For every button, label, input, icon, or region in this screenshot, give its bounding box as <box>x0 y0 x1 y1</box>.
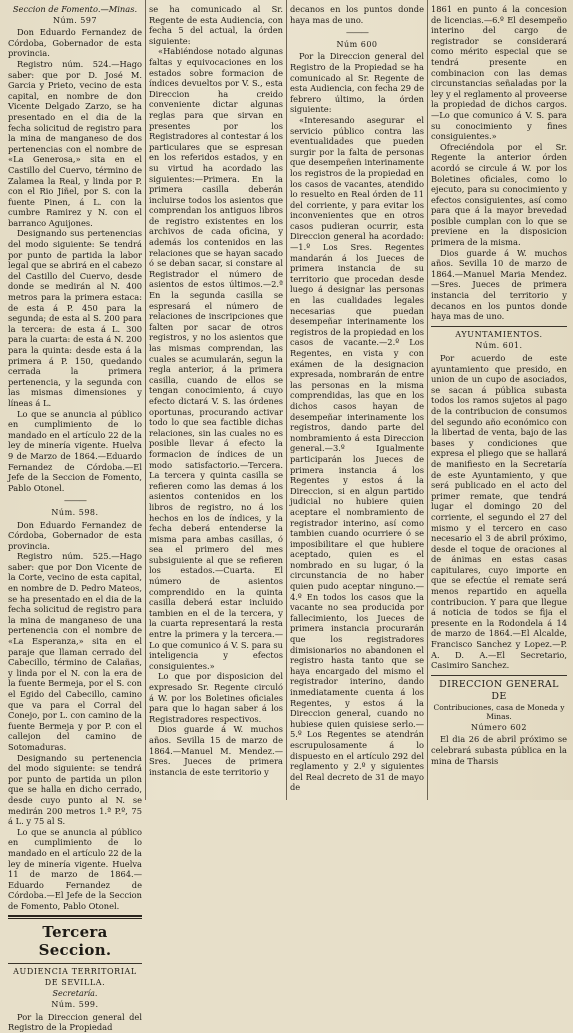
column-rule <box>286 0 287 800</box>
separator: ——— <box>346 27 368 38</box>
section-rule <box>8 963 142 964</box>
section-title: Tercera Seccion. <box>38 923 112 960</box>
notice-paragraph: «Interesando asegurar el servicio público contra las eventualidades que pueden surgir por la falta de personas que desempeñen interinamente los registros de la propiedad en los casos de vacantes, atendido lo resuelto en Real órden de 11 del corriente, y para evitar los inconvenientes que en otros casos pudieran ocurrir, esta Direccion general ha acordado: —1.º Los Sres. Regentes mandarán á los Jueces de primera instancia de su territorio que procedan desde luego á designar las personas en las cualidades legales necesarias que puedan desempeñar interinamente los registros de la propiedad en los casos de vacante.—2.º Los Regentes, en vista y con exámen de la designacion expresada, nombrarán de entre las personas en la misma comprendidas, las que en los dichos casos hayan de desempeñar interinamente los registros, dando parte del nombramiento á esta Direccion general.—3.º Igualmente participarán los Jueces de primera instancia á los Regentes y estos á la Direccion, si en algun partido judicial no hubiere quien aceptare el nombramiento de registrador interino, así como tambien cuando ocurriere ó se imposibilitare el que hubiere aceptado, quien es el nombrado en su lugar, ó la circunstancia de no haber quien pudo aceptar ninguno.—4.º En todos los casos que la vacante no sea producida por fallecimiento, los Jueces de primera instancia procurarán que los registradores dimisionarios no abandonen el registro hasta tanto que se haya encargado del mismo el registrador interino, dando inmediatamente cuenta á los Regentes, y estos á la Direccion general, cuando no hubiese quien quisiese serlo.—5.º Los Regentes se atendrán escrupulosamente á lo dispuesto en el artículo 292 del reglamento y 2.º y siguientes del Real decreto de 31 de mayo de <box>290 114 424 793</box>
notice-number: Número 602 <box>471 722 527 732</box>
column-3 <box>290 4 424 800</box>
section-rule <box>431 326 567 327</box>
notice-number: Núm. 599. <box>51 1000 99 1010</box>
column-rule <box>427 0 428 800</box>
direccion-header: DIRECCION GENERAL DE <box>439 678 559 702</box>
notice-paragraph: Ofreciéndola por el Sr. Regente la anterior órden acordó se circule á W. por los Boletines oficiales, como lo ejecuto, para su conocimiento y efectos consiguientes, así como para que á la mayor brevedad posible cumplan con lo que se previene en la disposicion primera de la misma. <box>431 141 567 248</box>
column-2 <box>149 4 283 800</box>
notice-number: Núm 600 <box>336 39 378 49</box>
notice-paragraph: Por la Direccion general del Registro de la Propiedad <box>8 1011 142 1033</box>
section-rule <box>8 915 142 919</box>
notice-paragraph: Registro núm. 525.—Hago saber: que por Don Vicente de la Corte, vecino de esta capital, en nombre de D. Pedro Mateos, se ha presentado en el dia de la fecha solicitud de registro para la mina de manganeso de una pertenencia con el nombre de «La Esperanza,» sita en el paraje que llaman cerrado del Cabecillo, término de Calañas, y linda por el N. con la era de la fuente Bermeja, por el S. con el Egido del Cabecillo, camino que va para el Corral del Conejo, por L. con camino de la fuente Bermeja y por P. con el callejon del camino de Sotomaduras. <box>8 551 142 752</box>
notice-paragraph: Por acuerdo de este ayuntamiento que presido, en union de un cupo de asociados, se sacan á pública subasta todos los ramos sujetos al pago de la contribucion de consumos del segundo año económico con la libertad de venta, bajo de las bases y condiciones que expresa el pliego que se hallará de manifiesto en la Secretaría de este Ayuntamiento, y que será publicado en el acto del primer remate, que tendrá lugar el domingo 20 del corriente, el segundo el 27 del mismo y el tercero en caso necesario el 3 de abril próximo, desde el toque de oraciones al de ánimas en estas casas capitulares, cuyo importe en que se efectúe el remate será menos repartido en aquella contribucion. Y para que llegue á noticia de todos se fija el presente en la Rodondela á 14 de marzo de 1864.—El Alcalde, Francisco Sanchez y Lopez.—P. A. D. A.—El Secretario, Casimiro Sanchez. <box>431 353 567 671</box>
notice-paragraph: Lo que por disposicion del expresado Sr. Regente circuló á W. por los Boletines oficiales para que lo hagan saber á los Registradores respectivos. <box>149 671 283 724</box>
notice-number: Núm. 601. <box>475 341 523 351</box>
notice-paragraph: Dios guarde á W. muchos años. Sevilla 10 de marzo de 1864.—Manuel Maria Mendez.—Sres. Jueces de primera instancia del territorio y decanos en los puntos donde haya mas de uno. <box>431 247 567 322</box>
notice-paragraph: Registro núm. 524.—Hago saber: que por D. José M. Garcia y Prieto, vecino de esta capital, en nombre de don Vicente Delgado Zarzo, se ha presentado en el dia de la fecha solicitud de registro para la mina de manganeso de dos pertenencias con el nombre de «La Generosa,» sita en el Castillo del Cuervo, término de Zalamea la Real, y linda por P. con el Rio Jiñel, por S. con la fuente Pinen, á L. con la cumbre Ramirez y N. con el barranco Aguijones. <box>8 58 142 228</box>
notice-paragraph: Don Eduardo Fernandez de Córdoba, Gobernador de esta provincia. <box>8 519 142 551</box>
notice-paragraph: Don Eduardo Fernandez de Córdoba, Gobernador de esta provincia. <box>8 27 142 59</box>
notice-number: Núm. 598. <box>51 507 99 517</box>
notice-paragraph: Designando su pertenencia del modo siguiente: se tendrá por punto de partida un pilon que se halla en dicho cerrado, desde cuyo punto al N. se medirán 200 metros 1.ª P.º, 75 á L. y 75 al S. <box>8 752 142 827</box>
notice-number: Núm. 597 <box>52 15 98 25</box>
separator: ——— <box>64 495 86 506</box>
notice-paragraph: Designando sus pertenencias del modo siguiente: Se tendrá por punto de partida la labor legal que se abrirá en el cabezo del Castillo del Cuervo, desde donde se medirán al N. 400 metros para la primera estaca: de esta á P. 450 para la segunda; de esta al S. 200 para la tercera: de esta á L. 300 para la cuarta: de esta á N. 200 para la quinta: desde esta á la primera á P. 150, quedando cerrada la primera pertenencia, y la segunda con las mismas dimensiones y líneas á L. <box>8 228 142 408</box>
notice-paragraph: «Habiéndose notado algunas faltas y equivocaciones en los estados sobre formacion de índices devueltos por V. S., esta Direccion ha creido conveniente dictar algunas reglas para que sirvan en presentes por los Registradores al contestar á los particulares que se espresan en los referidos estados, y en su virtud ha acordado las siguientes:—Primera. En la primera casilla deberán incluirse todos los asientos que comprendan los antiguos libros de registro existentes en los archivos de cada oficina, y además los contenidos en las relaciones que se hayan sacado ó se deban sacar, si constare al Registrador el número de asientos de estos últimos.—2.ª En la segunda casilla se espresará el número de relaciones de inscripciones que falten por sacar de otros registros, y no los asientos que las mismas comprendan, las cuales se acumularán, segun la regla anterior, á la primera casilla, cuando de ellos se tengan conocimiento, á cuyo efecto dictará V. S. las órdenes oportunas, procurando activar todo lo que sea factible dichas relaciones, sin las cuales no es posible llevar á efecto la formacion de índices de un modo satisfactorio.—Tercera. La tercera y quinta casilla se refieren como las demas á los asientos contenidos en los libros de registro, no á los hechos en los de índices, y la fecha deberá entenderse la misma para ambas casillas, ó sea el primero del mes subsiguiente al que se refieren los estados.—Cuarta. El número de asientos comprendido en la quinta casilla deberá estar incluido tambien en el de la tercera, y la cuarta representará la resta entre la primera y la tercera.—Lo que comunico á V. S. para su inteligencia y efectos consiguientes.» <box>149 46 283 671</box>
ayuntamientos-header: AYUNTAMIENTOS. <box>455 329 543 339</box>
direccion-subheader: Contribuciones, casa de Moneda y Minas. <box>433 702 565 722</box>
section-rule <box>431 675 567 676</box>
notice-paragraph: 1861 en punto á la concesion de licencias.—6.º El desempeño interino del cargo de registrador se considerará como mérito especial que se tendrá presente en combinacion con las demas circunstancias señaladas por la ley y el reglamento al proveerse la propiedad de dichos cargos.—Lo que comunico á V. S. para su conocimiento y fines consiguientes.» <box>431 4 567 142</box>
notice-paragraph: El dia 26 de abril próximo se celebrará subasta pública en la mina de Tharsis <box>431 734 567 766</box>
notice-paragraph: Lo que se anuncia al público en cumplimiento de lo mandado en el artículo 22 de la ley de minería vigente. Huelva 9 de Marzo de 1864.—Eduardo Fernandez de Córdoba.—El Jefe de la Seccion de Fomento, Pablo Otonel. <box>8 408 142 493</box>
section-header: Seccion de Fomento.—Minas. <box>12 4 138 14</box>
notice-paragraph: Lo que se anuncia al público en cumplimiento de lo mandado en el artículo 22 de la ley de minería vigente. Huelva 11 de marzo de 1864.—Eduardo Fernandez de Córdoba.—El Jefe de la Seccion de Fomento, Pablo Otonel. <box>8 826 142 911</box>
notice-paragraph: decanos en los puntos donde haya mas de uno. <box>290 4 424 25</box>
notice-paragraph: Por la Direccion general del Registro de la Propiedad se ha comunicado al Sr. Regente de esta Audiencia, con fecha 29 de febrero último, la órden siguiente: <box>290 51 424 115</box>
column-rule <box>145 0 146 800</box>
notice-paragraph: Dios guarde á W. muchos años. Sevilla 15 de marzo de 1864.—Manuel M. Mendez.—Sres. Jueces de primera instancia de este territorio y <box>149 724 283 777</box>
column-4 <box>431 4 567 800</box>
column-1 <box>8 4 142 1033</box>
audiencia-subheader: Secretaría. <box>52 988 98 998</box>
notice-paragraph: se ha comunicado al Sr. Regente de esta Audiencia, con fecha 5 del actual, la órden siguiente: <box>149 4 283 46</box>
audiencia-header: AUDIENCIA TERRITORIAL DE SEVILLA. <box>13 967 137 988</box>
